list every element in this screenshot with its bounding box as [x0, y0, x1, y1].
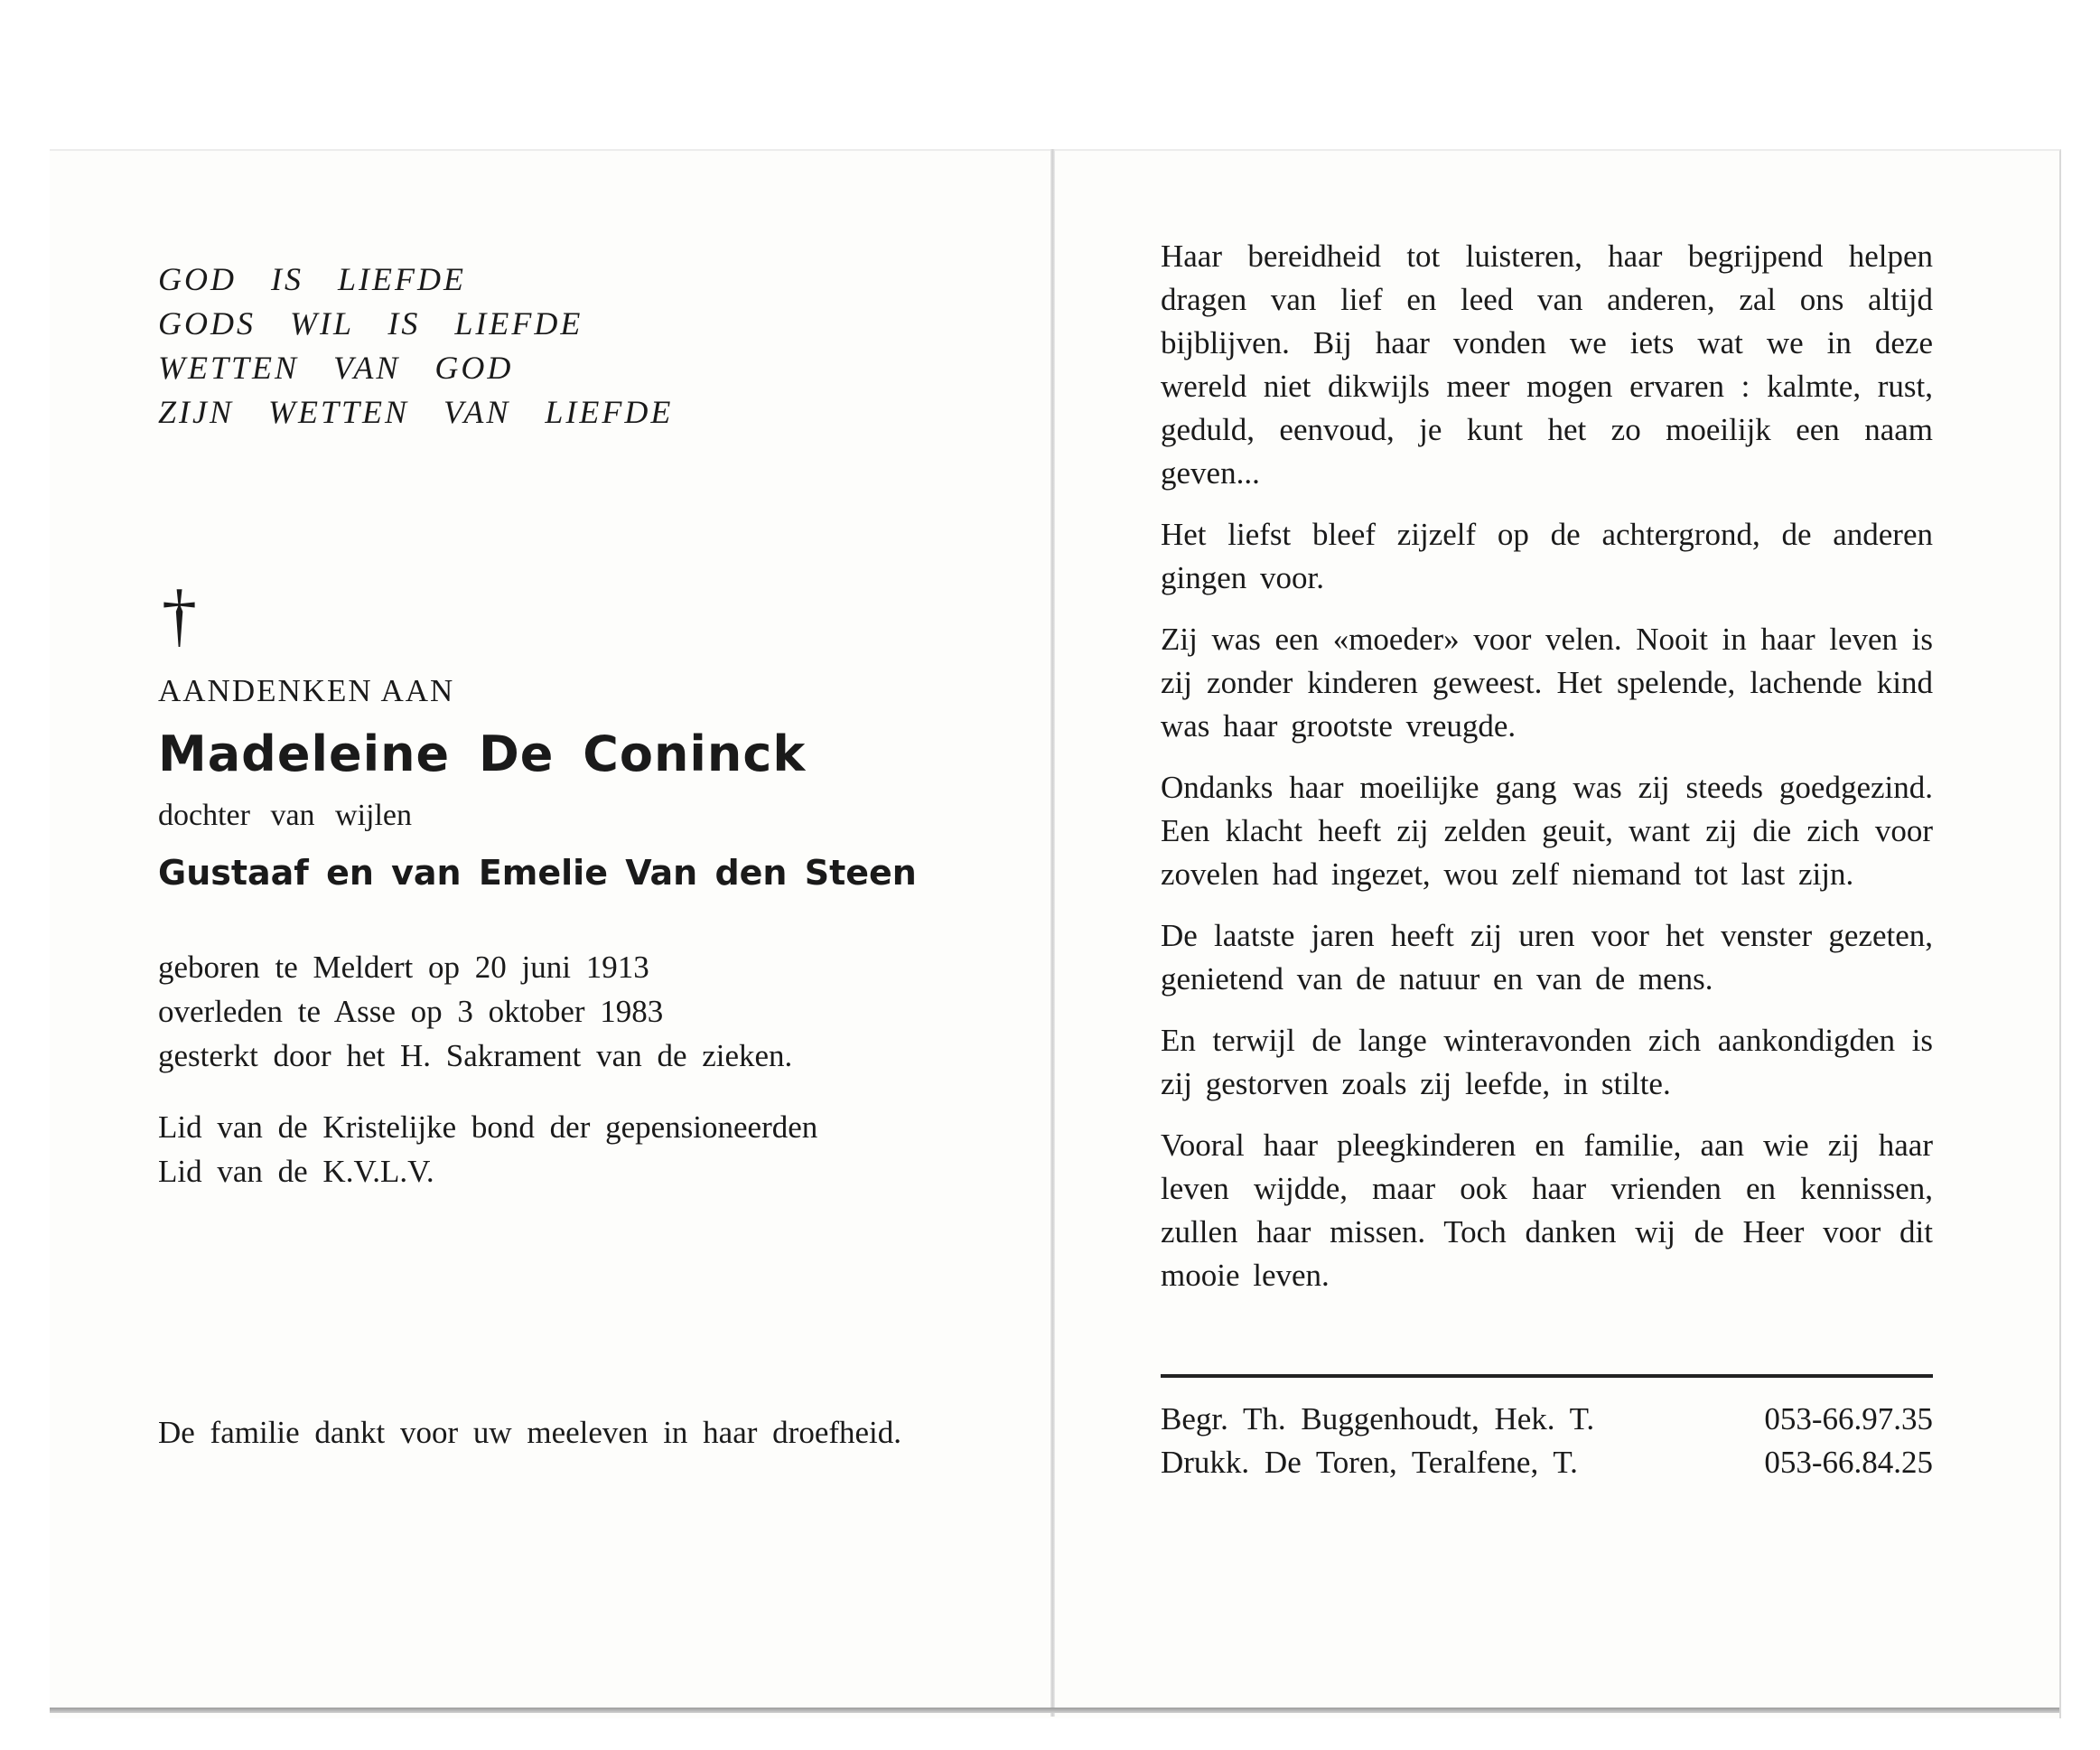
credit-phone: 053-66.84.25	[1764, 1445, 1933, 1480]
deceased-name: Madeleine De Coninck	[158, 725, 807, 782]
memberships	[158, 1105, 935, 1193]
biography-paragraph: Ondanks haar moeilijke gang was zij steeds goedgezind. Een klacht heeft zij zelden geuit, want zij die zich voor zovelen had ingezet, wou zelf niemand tot last zijn.	[1161, 770, 1933, 892]
divider-rule	[1161, 1374, 1933, 1378]
card-fold-line	[1050, 149, 1055, 1717]
biography-paragraph: Zij was een «moeder» voor velen. Nooit in haar leven is zij zonder kinderen geweest. Het spelende, lachende kind was haar grootste vreugde.	[1161, 622, 1933, 744]
biography	[1161, 235, 1933, 1297]
printer-credit	[1161, 1441, 1933, 1484]
motto-line: ZIJN WETTEN VAN LIEFDE	[158, 394, 674, 430]
biography-paragraph: En terwijl de lange winteravonden zich aankondigden is zij gestorven zoals zij leefde, in stilte.	[1161, 1023, 1933, 1101]
motto-line: WETTEN VAN GOD	[158, 350, 514, 386]
credit-phone: 053-66.97.35	[1764, 1401, 1933, 1436]
memorial-heading: AANDENKEN AAN	[158, 673, 455, 708]
membership-line: Lid van de Kristelijke bond der gepensioneerden	[158, 1109, 818, 1145]
birth-line: geboren te Meldert op 20 juni 1913	[158, 950, 649, 985]
undertaker-credit	[1161, 1398, 1933, 1441]
biography-paragraph: Vooral haar pleegkinderen en familie, aan wie zij haar leven wijdde, maar ook haar vrienden en kennissen, zullen haar missen. Toch danken wij de Heer voor dit mooie leven.	[1161, 1128, 1933, 1293]
family-thanks: De familie dankt voor uw meeleven in haar droefheid.	[158, 1415, 902, 1450]
biography-paragraph: Haar bereidheid tot luisteren, haar begrijpend helpen dragen van lief en leed van anderen, zal ons altijd bijblijven. Bij haar vonden we iets wat we in deze wereld niet dikwijls meer mogen ervaren : kalmte, rust, geduld, eenvoud, je kunt het zo moeilijk een naam geven...	[1161, 239, 1933, 491]
death-line: overleden te Asse op 3 oktober 1983	[158, 994, 664, 1029]
sacrament-line: gesterkt door het H. Sakrament van de zieken.	[158, 1038, 793, 1073]
cross-icon: †	[162, 576, 197, 654]
credit-label: Drukk. De Toren, Teralfene, T.	[1161, 1445, 1578, 1480]
credit-label: Begr. Th. Buggenhoudt, Hek. T.	[1161, 1401, 1595, 1436]
motto-line: GODS WIL IS LIEFDE	[158, 305, 583, 342]
card-bottom-edge	[50, 1708, 2059, 1713]
biography-paragraph: De laatste jaren heeft zij uren voor het venster gezeten, genietend van de natuur en van de mens.	[1161, 918, 1933, 997]
motto-line: GOD IS LIEFDE	[158, 261, 466, 297]
relation-text: dochter van wijlen	[158, 799, 413, 832]
parents-names: Gustaaf en van Emelie Van den Steen	[158, 853, 917, 893]
life-facts	[158, 945, 935, 1078]
motto	[158, 257, 935, 435]
membership-line: Lid van de K.V.L.V.	[158, 1154, 434, 1189]
left-panel	[158, 257, 935, 1455]
credits	[1161, 1398, 1933, 1484]
biography-paragraph: Het liefst bleef zijzelf op de achtergrond, de anderen gingen voor.	[1161, 517, 1933, 595]
right-panel	[1161, 235, 1933, 1484]
